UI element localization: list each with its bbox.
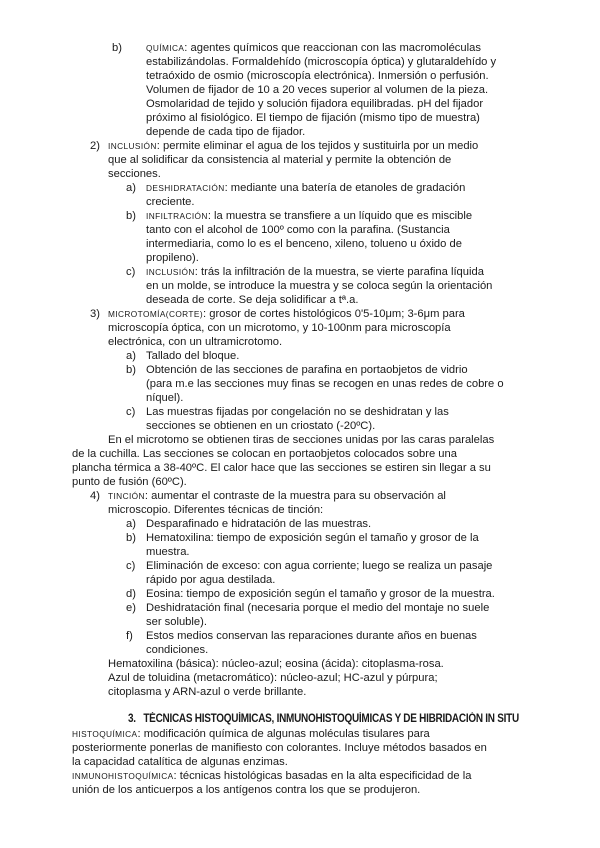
text-line: que al solidificar da consistencia al material y permite la obtención de — [108, 154, 452, 166]
text-line: ser soluble). — [146, 616, 207, 628]
list-marker: c) — [126, 406, 136, 418]
stain-line: Azul de toluidina (metacromático): núcleo-azul; HC-azul y púrpura; — [108, 672, 438, 684]
list-item-inclusion — [108, 140, 478, 154]
text-line: Hematoxilina: tiempo de exposición según el tamaño y grosor de la — [146, 532, 479, 544]
term-quimica: QUÍMICA — [146, 43, 185, 53]
text-line: : técnicas histológicas basadas en la alta especificidad de la — [173, 770, 472, 782]
text-line: secciones se obtienen en un criostato (-20ºC). — [146, 420, 376, 432]
sub-item-deshidratacion — [146, 182, 465, 196]
definition-inmunohistoquimica — [72, 770, 471, 784]
text-line: Estos medios conservan las reparaciones durante años en buenas — [146, 630, 477, 642]
list-marker: c) — [126, 266, 136, 278]
list-marker: b) — [112, 42, 122, 54]
text-line: : la muestra se transfiere a un líquido que es miscible — [207, 210, 473, 222]
text-line: Las muestras fijadas por congelación no se deshidratan y las — [146, 406, 449, 418]
text-line: Obtención de las secciones de parafina en portaobjetos de vidrio — [146, 364, 468, 376]
paragraph-line: En el microtomo se obtienen tiras de secciones unidas por las caras paralelas — [108, 434, 495, 446]
term-tincion: TINCIÓN — [108, 491, 145, 501]
list-marker: f) — [126, 630, 133, 642]
text-line: muestra. — [146, 546, 190, 558]
list-item-tincion — [108, 490, 446, 504]
text-line: : agentes químicos que reaccionan con las macromoléculas — [184, 42, 481, 54]
text-line: intermediaria, como lo es el benceno, xileno, tolueno u óxido de — [146, 238, 462, 250]
text-line: propileno). — [146, 252, 199, 264]
list-marker: a) — [126, 350, 136, 362]
text-line: depende de cada tipo de fijador. — [146, 126, 306, 138]
paragraph-line: de la cuchilla. Las secciones se colocan en portaobjetos colocados sobre una — [72, 448, 457, 460]
text-line: secciones. — [108, 168, 161, 180]
term-microtomia: MICROTOMÍA(CORTE) — [108, 309, 203, 319]
section-title: TÉCNICAS HISTOQUÍMICAS, INMUNOHISTOQUÍMICAS Y DE HIBRIDACIÓN IN SITU — [143, 712, 519, 725]
paragraph-line: plancha térmica a 38-40ºC. El calor hace que las secciones se estiren sin llegar a su — [72, 462, 491, 474]
text-line: : aumentar el contraste de la muestra para su observación al — [144, 490, 446, 502]
list-item-microtomia — [108, 308, 465, 322]
list-marker: a) — [126, 518, 136, 530]
text-line: Desparafinado e hidratación de las muestras. — [146, 518, 372, 530]
sub-item-inclusion — [146, 266, 484, 280]
text-line: : mediante una batería de etanoles de gradación — [224, 182, 466, 194]
text-line: en un molde, se introduce la muestra y se coloca según la orientación — [146, 280, 493, 292]
text-line: Volumen de fijador de 10 a 20 veces superior al volumen de la pieza. — [146, 84, 489, 96]
stain-line: Hematoxilina (básica): núcleo-azul; eosina (ácida): citoplasma-rosa. — [108, 658, 444, 670]
text-line: Tallado del bloque. — [146, 350, 240, 362]
list-marker: b) — [126, 364, 136, 376]
text-line: : grosor de cortes histológicos 0'5-10μm; 3-6μm para — [203, 308, 465, 320]
text-line: posteriormente ponerlas de manifiesto con colorantes. Incluye métodos basados en — [72, 742, 487, 754]
text-line: microscopio. Diferentes técnicas de tinción: — [108, 504, 324, 516]
list-marker: b) — [126, 210, 136, 222]
text-line: electrónica, con un ultramicrotomo. — [108, 336, 283, 348]
term-inclusion-sub: INCLUSIÓN — [146, 267, 195, 277]
list-marker: c) — [126, 560, 136, 572]
text-line: condiciones. — [146, 644, 209, 656]
list-item-quimica — [146, 42, 481, 56]
text-line: rápido por agua destilada. — [146, 574, 276, 586]
term-inmunohistoquimica: INMUNOHISTOQUÍMICA — [72, 771, 174, 781]
term-infiltracion: INFILTRACIÓN — [146, 211, 208, 221]
section-number: 3. — [128, 712, 136, 725]
term-deshidratacion: DESHIDRATACIÓN — [146, 183, 225, 193]
term-inclusion: INCLUSIÓN — [108, 141, 157, 151]
text-line: Eliminación de exceso: con agua corriente; luego se realiza un pasaje — [146, 560, 493, 572]
text-line: estabilizándolas. Formaldehído (microscopía óptica) y glutaraldehído y — [146, 56, 497, 68]
text-line: tetraóxido de osmio (microscopía electrónica). Inmersión o perfusión. — [146, 70, 489, 82]
stain-line: citoplasma y ARN-azul o verde brillante. — [108, 686, 307, 698]
section-heading — [128, 712, 519, 725]
text-line: : trás la infiltración de la muestra, se vierte parafina líquida — [194, 266, 484, 278]
text-line: unión de los anticuerpos a los antígenos contra los que se produjeron. — [72, 784, 421, 796]
list-marker: b) — [126, 532, 136, 544]
list-marker: 3) — [90, 308, 100, 320]
text-line: níquel). — [146, 392, 184, 404]
text-line: (para m.e las secciones muy finas se recogen en unas redes de cobre o — [146, 378, 504, 390]
text-line: tanto con el alcohol de 100º como con la parafina. (Sustancia — [146, 224, 450, 236]
text-line: Osmolaridad de tejido y solución fijadora equilibradas. pH del fijador — [146, 98, 484, 110]
text-line: creciente. — [146, 196, 195, 208]
list-marker: 2) — [90, 140, 100, 152]
text-line: : permite eliminar el agua de los tejidos y sustituirla por un medio — [156, 140, 479, 152]
list-marker: d) — [126, 588, 136, 600]
text-line: : modificación química de algunas moléculas tisulares para — [137, 728, 430, 740]
definition-histoquimica — [72, 728, 430, 742]
text-line: Eosina: tiempo de exposición según el tamaño y grosor de la muestra. — [146, 588, 495, 600]
paragraph-line: punto de fusión (60ºC). — [72, 476, 187, 488]
text-line: Deshidratación final (necesaria porque el medio del montaje no suele — [146, 602, 490, 614]
text-line: deseada de corte. Se deja solidificar a tª.a. — [146, 294, 359, 306]
list-marker: e) — [126, 602, 136, 614]
term-histoquimica: HISTOQUÍMICA — [72, 729, 138, 739]
list-marker: 4) — [90, 490, 100, 502]
text-line: microscopía óptica, con un microtomo, y 10-100nm para microscopía — [108, 322, 451, 334]
text-line: la capacidad catalítica de algunas enzimas. — [72, 756, 288, 768]
sub-item-infiltracion — [146, 210, 472, 224]
list-marker: a) — [126, 182, 136, 194]
text-line: próximo al fisiológico. El tiempo de fijación (mismo tipo de muestra) — [146, 112, 480, 124]
